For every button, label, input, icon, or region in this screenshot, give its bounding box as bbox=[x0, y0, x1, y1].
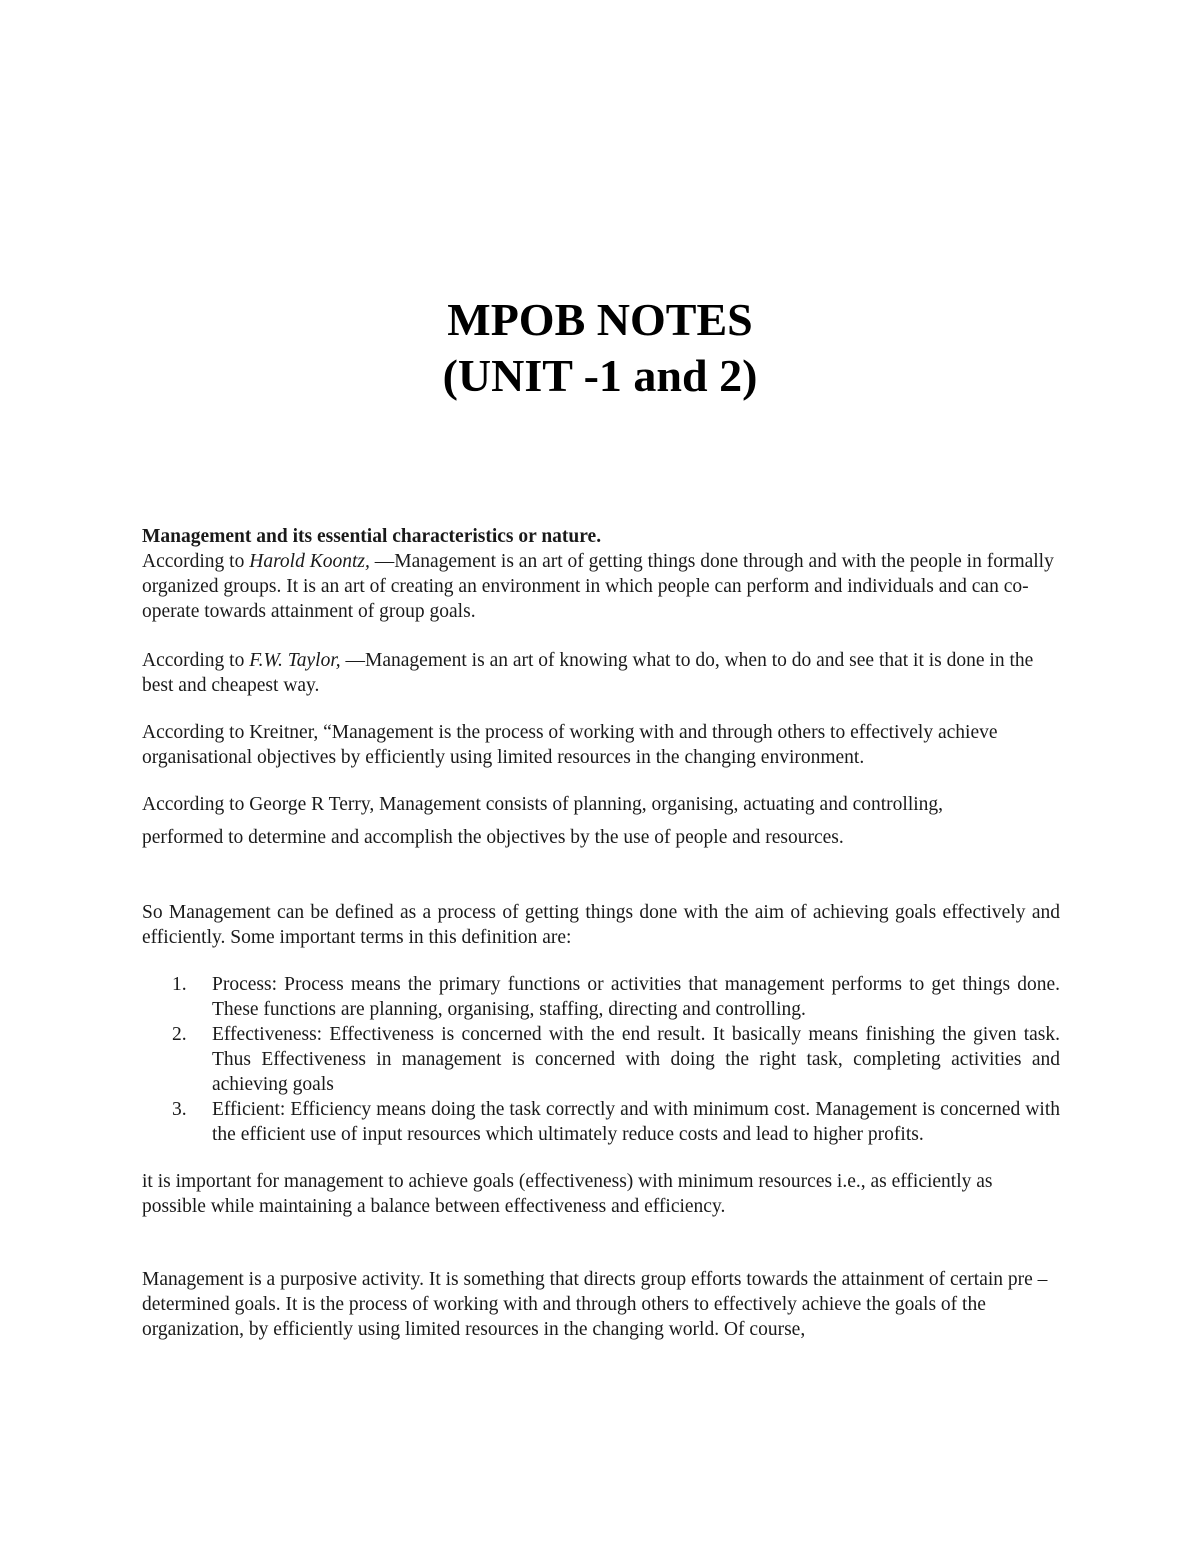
koontz-definition bbox=[142, 549, 1060, 624]
koontz-author: Harold Koontz, bbox=[249, 551, 370, 572]
document-body bbox=[142, 524, 1060, 1342]
balance-paragraph: it is important for management to achieve goals (effectiveness) with minimum resources i.e., as efficiently as possible while maintaining a balance between effectiveness and efficiency. bbox=[142, 1171, 993, 1217]
list-number: 1. bbox=[172, 974, 187, 995]
taylor-prefix: According to bbox=[142, 650, 250, 671]
terry-definition-line-1: According to George R Terry, Management consists of planning, organising, actuating and controlling, bbox=[142, 794, 944, 815]
kreitner-definition: According to Kreitner, “Management is the process of working with and through others to effectively achieve organisational objectives by efficiently using limited resources in the changing environment. bbox=[142, 722, 998, 768]
taylor-definition bbox=[142, 648, 1060, 698]
list-number: 2. bbox=[172, 1024, 187, 1045]
definition-paragraph: So Management can be defined as a process of getting things done with the aim of achieving goals effectively and efficiently. Some important terms in this definition are: bbox=[142, 902, 1060, 948]
document-title bbox=[0, 292, 1200, 404]
list-item bbox=[142, 1097, 1060, 1147]
list-item bbox=[142, 1022, 1060, 1097]
list-item-text: Process: Process means the primary functions or activities that management performs to get things done. These functions are planning, organising, staffing, directing and controlling. bbox=[212, 974, 1060, 1020]
list-item bbox=[142, 972, 1060, 1022]
list-number: 3. bbox=[172, 1099, 187, 1120]
title-line-2: (UNIT -1 and 2) bbox=[442, 350, 758, 401]
koontz-text: —Management is an art of getting things done through and with the people in formally organized groups. It is an art of creating an environment in which people can perform and individuals and can co-operate towards attainment of group goals. bbox=[142, 551, 1054, 622]
list-item-text: Effectiveness: Effectiveness is concerned with the end result. It basically means finishing the given task. Thus Effectiveness in management is concerned with doing the right task, completing activities and achieving goals bbox=[212, 1024, 1060, 1095]
section-heading: Management and its essential characteristics or nature. bbox=[142, 526, 602, 547]
koontz-prefix: According to bbox=[142, 551, 250, 572]
terms-list bbox=[142, 972, 1060, 1147]
terry-definition-line-2: performed to determine and accomplish the objectives by the use of people and resources. bbox=[142, 827, 844, 848]
purposive-paragraph: Management is a purposive activity. It is something that directs group efforts towards the attainment of certain pre – determined goals. It is the process of working with and through others to effectively achieve the goals of the organization, by efficiently using limited resources in the changing world. Of course, bbox=[142, 1269, 1048, 1340]
list-item-text: Efficient: Efficiency means doing the task correctly and with minimum cost. Management is concerned with the efficient use of input resources which ultimately reduce costs and lead to higher profits. bbox=[212, 1099, 1060, 1145]
taylor-author: F.W. Taylor, bbox=[249, 650, 341, 671]
title-line-1: MPOB NOTES bbox=[447, 294, 753, 345]
taylor-text: —Management is an art of knowing what to do, when to do and see that it is done in the best and cheapest way. bbox=[142, 650, 1034, 696]
